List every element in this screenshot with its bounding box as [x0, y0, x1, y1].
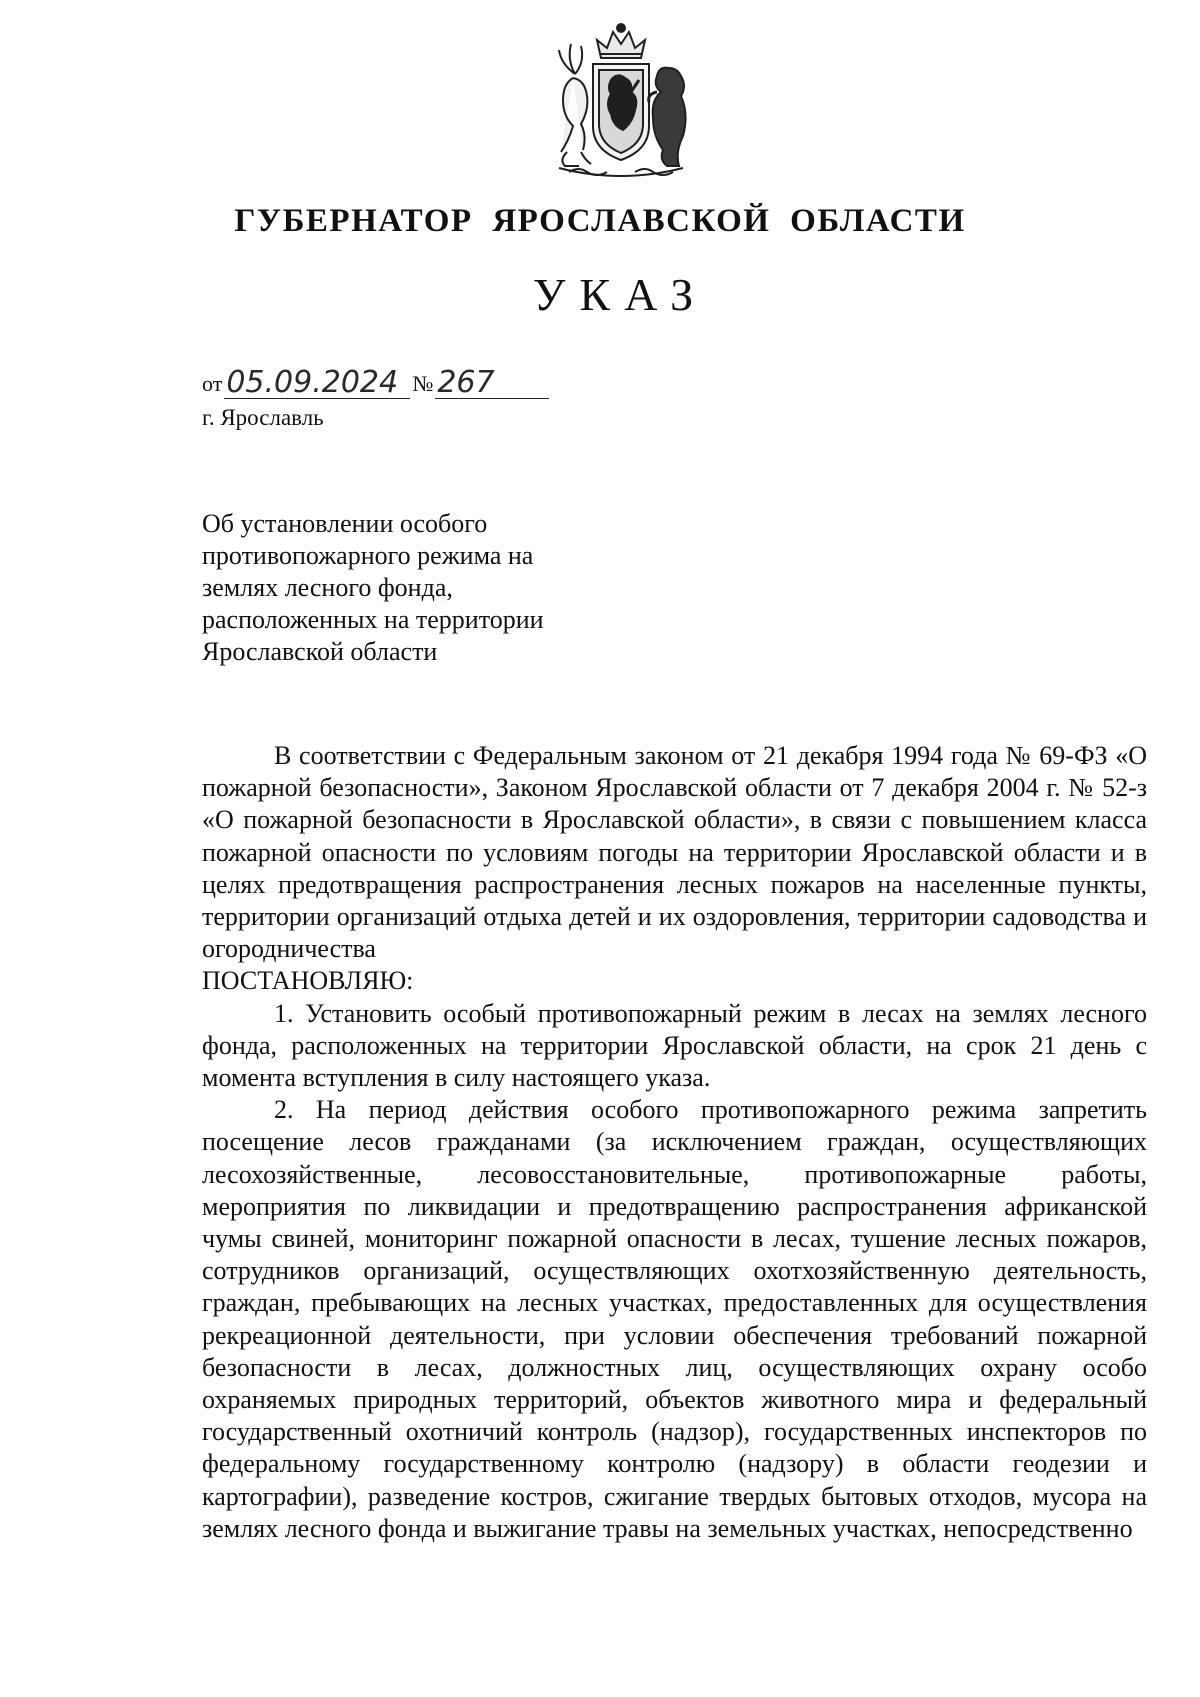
coat-of-arms-icon — [545, 18, 697, 182]
decree-word: ПОСТАНОВЛЯЮ: — [202, 966, 414, 996]
number-value: 267 — [435, 368, 549, 399]
title-line: землях лесного фонда, — [202, 573, 453, 602]
preamble-paragraph: В соответствии с Федеральным законом от 21 декабря 1994 года № 69-ФЗ «О пожарной безопасности», Законом Ярославской области от 7 декабря 2004 г. № 52-з «О пожарной безопасности в Ярославской области», в связи с повышением класса пожарной опасности по условиям погоды на территории Ярославской области и в целях предотвращения распространения лесных пожаров на населенные пункты, территории организаций отдыха детей и их оздоровления, территории садоводства и огородничества — [202, 741, 1147, 964]
document-type: УКАЗ — [532, 269, 708, 320]
date-label: от — [202, 371, 223, 396]
title-line: расположенных на территории — [202, 605, 544, 634]
issuer-title: ГУБЕРНАТОР ЯРОСЛАВСКОЙ ОБЛАСТИ — [234, 203, 966, 239]
date-value: 05.09.2024 — [224, 368, 410, 399]
clause-2: 2. На период действия особого противопожарного режима запретить посещение лесов гражданами (за исключением граждан, осуществляющих лесохозяйственные, лесовосстановительные, противопожарные работы, мероприятия по ликвидации и предотвращению распространения африканской чумы свиней, мониторинг пожарной опасности в лесах, тушение лесных пожаров, сотрудников организаций, осуществляющих охотхозяйственную деятельность, граждан, пребывающих на лесных участках, предоставленных для осуществления рекреационной деятельности, при условии обеспечения требований пожарной безопасности в лесах, должностных лиц, осуществляющих охрану особо охраняемых природных территорий, объектов животного мира и федеральный государственный охотничий контроль (надзор), государственных инспекторов по федеральному государственному контролю (надзору) в области геодезии и картографии), разведение костров, сжигание твердых бытовых отходов, мусора на землях лесного фонда и выжигание травы на земельных участках, непосредственно — [202, 1095, 1147, 1543]
title-line: противопожарного режима на — [202, 541, 534, 570]
document-title — [202, 508, 544, 668]
number-label: № — [412, 371, 434, 396]
title-line: Ярославской области — [202, 637, 438, 666]
city: г. Ярославль — [202, 405, 324, 430]
document-meta — [202, 365, 549, 431]
date-number-line — [202, 365, 549, 400]
document-body — [202, 740, 1147, 1545]
clause-1: 1. Установить особый противопожарный режим в лесах на землях лесного фонда, расположенных на территории Ярославской области, на срок 21 день с момента вступления в силу настоящего указа. — [202, 998, 1147, 1093]
title-line: Об установлении особого — [202, 509, 488, 538]
